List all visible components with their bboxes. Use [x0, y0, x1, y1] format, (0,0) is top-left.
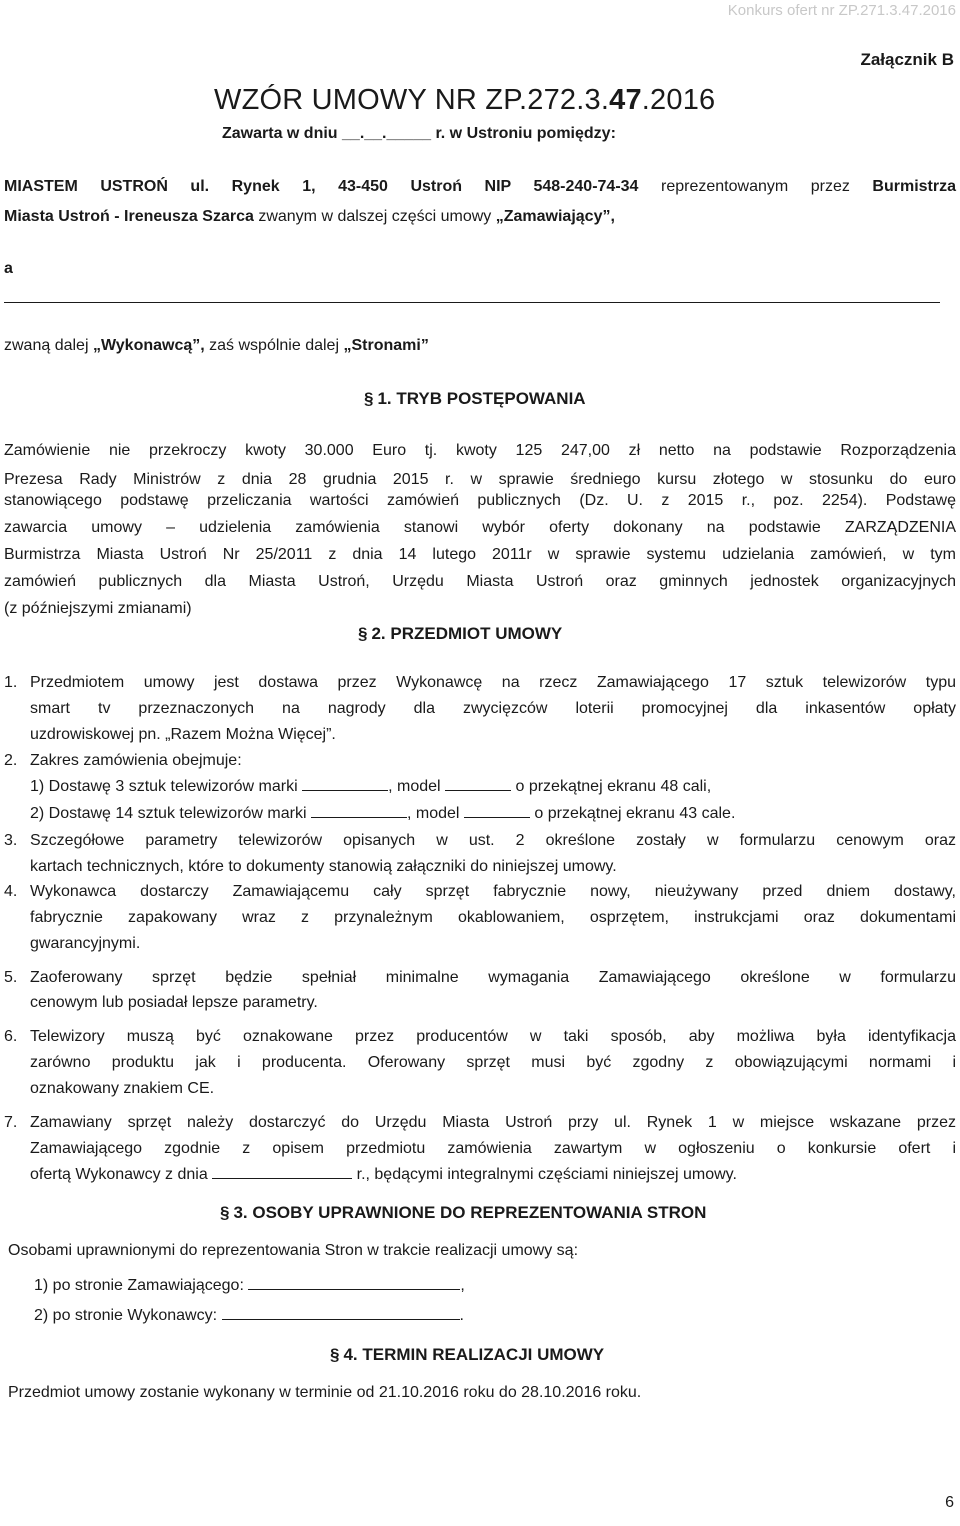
- called-further: zwanym w dalszej części umowy: [258, 208, 492, 225]
- s1-line-6: zamówień publicznych dla Miasta Ustroń, Urzędu Miasta Ustroń oraz gminnych jednostek organizacyjnych: [4, 573, 956, 590]
- ordering-rep-blank: [248, 1275, 460, 1290]
- model-blank-1: [445, 776, 511, 791]
- paragraph-sign-icon: §: [358, 624, 368, 643]
- item-5-line-1: Zaoferowany sprzęt będzie spełniał minimalne wymagania Zamawiającego określone w formularzu: [30, 969, 956, 986]
- model-blank-2: [464, 803, 530, 818]
- title-prefix: WZÓR UMOWY NR ZP.272.3.: [214, 84, 610, 116]
- s1-line-2: Prezesa Rady Ministrów z dnia 28 grudnia 2015 r. w sprawie średniego kursu złotego w stosunku do euro: [4, 471, 956, 488]
- title-suffix: .2016: [641, 84, 716, 116]
- brand-blank-1: [302, 776, 388, 791]
- item-number: 3.: [4, 832, 18, 849]
- contractor-label: „Wykonawcą”,: [92, 337, 205, 354]
- item-6-line-3: oznakowany znakiem CE.: [30, 1080, 215, 1097]
- item-4-line-2: fabrycznie zapakowany wraz z przynależnym okablowaniem, osprzętem, instrukcjami oraz dokumentami: [30, 909, 956, 926]
- s1-line-1: Zamówienie nie przekroczy kwoty 30.000 Euro tj. kwoty 125 247,00 zł netto na podstawie Rozporządzenia: [4, 442, 956, 459]
- item-1-line-2: smart tv przeznaczonych na nagrody dla zwycięzców loterii promocyjnej dla inkasentów opłaty: [30, 700, 956, 717]
- mayor-name: Miasta Ustroń - Ireneusza Szarca: [4, 208, 254, 225]
- item-6-line-1: Telewizory muszą być oznakowane przez producentów w taki sposób, aby możliwa była identyfikacja: [30, 1028, 956, 1045]
- contractor-blank-line: [4, 302, 940, 303]
- s3-item-2: 2) po stronie Wykonawcy: .: [34, 1307, 464, 1324]
- contest-header: Konkurs ofert nr ZP.271.3.47.2016: [727, 2, 956, 19]
- item-2-sub-1: 1) Dostawę 3 sztuk telewizorów marki , model o przekątnej ekranu 48 cali,: [30, 778, 712, 795]
- called-further-2: zwaną dalej: [4, 337, 89, 354]
- item-number: 6.: [4, 1028, 18, 1045]
- section-1-heading: § 1. TRYB POSTĘPOWANIA: [364, 389, 586, 408]
- ordering-party: „Zamawiający”,: [495, 208, 615, 225]
- item-number: 5.: [4, 969, 18, 986]
- s3-item-1: 1) po stronie Zamawiającego: ,: [34, 1277, 465, 1294]
- item-7-line-3: ofertą Wykonawcy z dnia r., będącymi integralnymi częściami niniejszej umowy.: [30, 1166, 737, 1183]
- paragraph-sign-icon: §: [220, 1203, 230, 1222]
- s4-text: Przedmiot umowy zostanie wykonany w terminie od 21.10.2016 roku do 28.10.2016 roku.: [8, 1384, 642, 1401]
- contract-subtitle: Zawarta w dniu __.__._____ r. w Ustroniu pomiędzy:: [222, 125, 616, 142]
- contract-title: [214, 84, 715, 117]
- paragraph-sign-icon: §: [330, 1345, 340, 1364]
- item-7-line-2: Zamawiającego zgodnie z opisem przedmiotu zamówienia zawartym w ogłoszeniu o konkursie ofert i: [30, 1140, 956, 1157]
- s3-intro: Osobami uprawnionymi do reprezentowania Stron w trakcie realizacji umowy są:: [8, 1242, 579, 1259]
- item-4-line-1: Wykonawca dostarczy Zamawiającemu cały sprzęt fabrycznie nowy, nieużywany przed dniem dostawy,: [30, 883, 956, 900]
- item-1-line-1: Przedmiotem umowy jest dostawa przez Wykonawcę na rzecz Zamawiającego 17 sztuk telewizorów typu: [30, 674, 956, 691]
- item-3-line-1: Szczegółowe parametry telewizorów opisanych w ust. 2 określone zostały w formularzu cenowym oraz: [30, 832, 956, 849]
- paragraph-sign-icon: §: [364, 389, 374, 408]
- item-number: 4.: [4, 883, 18, 900]
- section-4-heading: § 4. TERMIN REALIZACJI UMOWY: [330, 1345, 605, 1364]
- section-3-heading: § 3. OSOBY UPRAWNIONE DO REPREZENTOWANIA STRON: [220, 1203, 707, 1222]
- and-conjunction: a: [4, 260, 13, 277]
- item-2-sub-2: 2) Dostawę 14 sztuk telewizorów marki , model o przekątnej ekranu 43 cale.: [30, 805, 736, 822]
- item-number: 1.: [4, 674, 18, 691]
- jointly-label: zaś wspólnie dalej: [209, 337, 340, 354]
- page-number: 6: [945, 1494, 954, 1511]
- contractor-rep-blank: [222, 1305, 460, 1320]
- parties-label: „Stronami”: [343, 337, 429, 354]
- mayor-label: Burmistrza: [872, 178, 956, 195]
- parties-line-2: [4, 202, 615, 231]
- item-3-line-2: kartach technicznych, które to dokumenty stanowią załączniki do niniejszej umowy.: [30, 858, 617, 875]
- s1-line-5: Burmistrza Miasta Ustroń Nr 25/2011 z dnia 14 lutego 2011r w sprawie systemu udzielania zamówień, w tym: [4, 546, 956, 563]
- item-2-line-1: Zakres zamówienia obejmuje:: [30, 752, 242, 769]
- item-6-line-2: zarówno produktu jak i producenta. Oferowany sprzęt musi być zgodny z obowiązującymi normami i: [30, 1054, 956, 1071]
- parties-line-3: [4, 331, 429, 360]
- offer-date-blank: [212, 1164, 352, 1179]
- title-bold-number: 47: [609, 84, 642, 116]
- item-4-line-3: gwarancyjnymi.: [30, 935, 141, 952]
- item-7-line-1: Zamawiany sprzęt należy dostarczyć do Urzędu Miasta Ustroń przy ul. Rynek 1 w miejsce wskazane przez: [30, 1114, 956, 1131]
- item-5-line-2: cenowym lub posiadał lepsze parametry.: [30, 994, 318, 1011]
- s1-line-7: (z późniejszymi zmianami): [4, 600, 192, 617]
- section-2-heading: § 2. PRZEDMIOT UMOWY: [358, 624, 563, 643]
- item-1-line-3: uzdrowiskowej pn. „Razem Można Więcej”.: [30, 726, 336, 743]
- item-number: 7.: [4, 1114, 18, 1131]
- s1-line-4: zawarcia umowy – udzielenia zamówienia stanowi wybór oferty dokonany na podstawie ZARZĄDZENIA: [4, 519, 956, 536]
- item-number: 2.: [4, 752, 18, 769]
- attachment-label: Załącznik B: [860, 50, 954, 69]
- s1-line-3: stanowiącego podstawę przeliczania wartości zamówień publicznych (Dz. U. z 2015 r., poz. 2254). Podstawę: [4, 492, 956, 509]
- parties-line-1: [4, 172, 956, 201]
- brand-blank-2: [311, 803, 407, 818]
- party-city-name: MIASTEM USTROŃ ul. Rynek 1, 43-450 Ustroń NIP 548-240-74-34: [4, 178, 639, 195]
- represented-by: reprezentowanym przez: [661, 178, 850, 195]
